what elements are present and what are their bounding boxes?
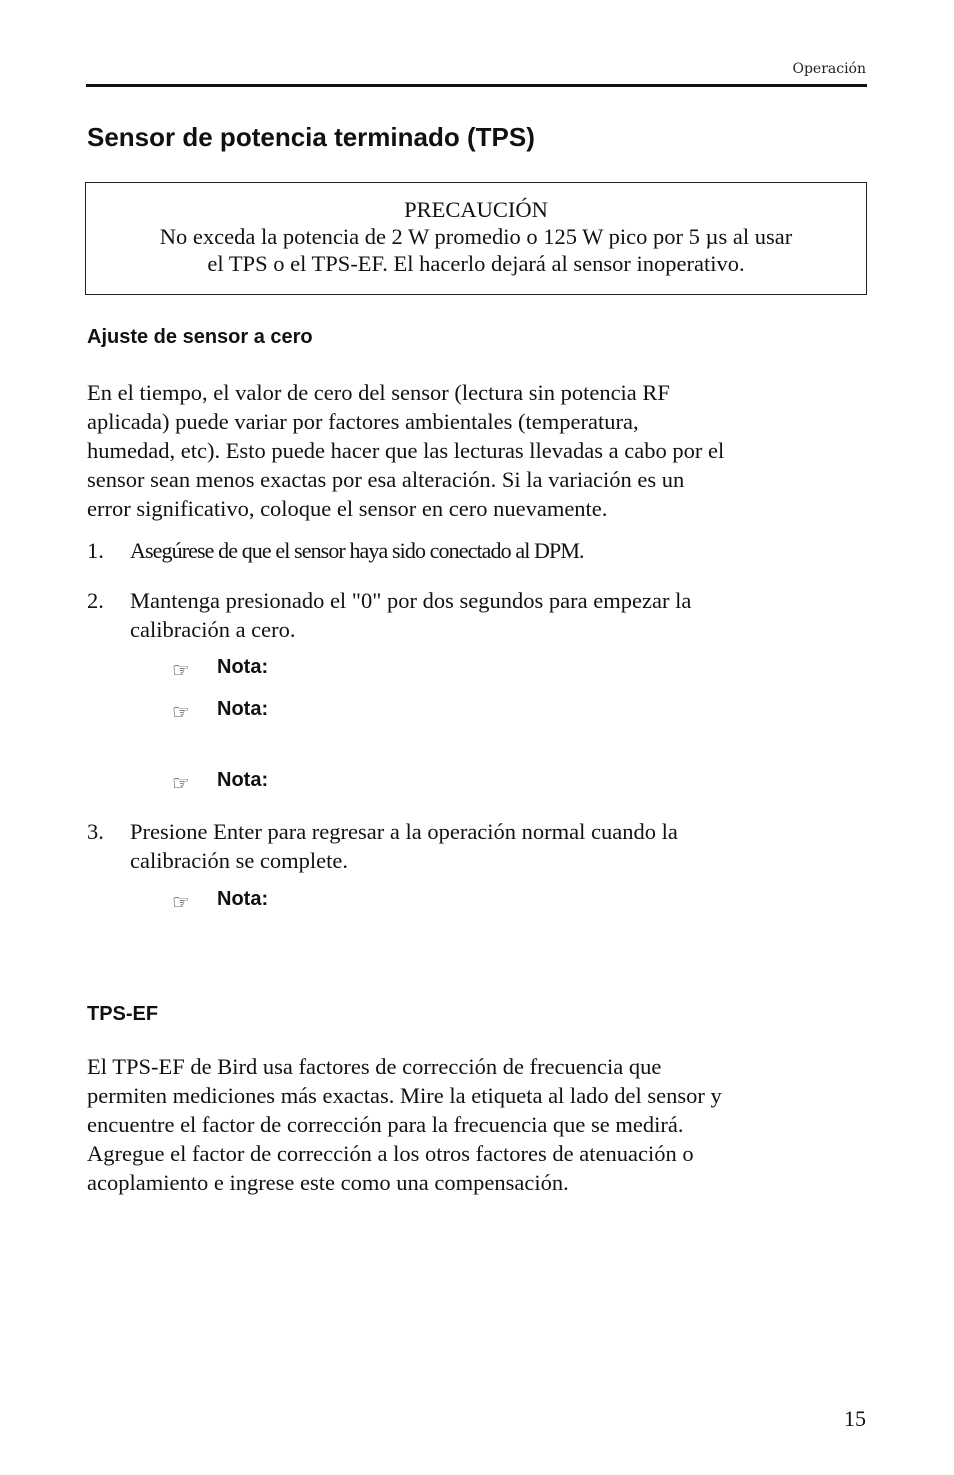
step-text bbox=[130, 586, 691, 644]
paragraph-line: encuentre el factor de corrección para la frecuencia que se medirá. bbox=[87, 1112, 684, 1137]
paragraph-line: sensor sean menos exactas por esa alteración. Si la variación es un bbox=[87, 467, 685, 492]
step-line: Asegúrese de que el sensor haya sido conectado al DPM. bbox=[130, 538, 584, 563]
section-title: Sensor de potencia terminado (TPS) bbox=[87, 122, 535, 152]
tpsef-paragraph bbox=[87, 1052, 877, 1197]
zero-paragraph bbox=[87, 378, 877, 523]
pointing-hand-icon: ☞ bbox=[172, 658, 190, 682]
step-text bbox=[130, 536, 584, 565]
step-line: calibración se complete. bbox=[130, 848, 349, 873]
caution-line: No exceda la potencia de 2 W promedio o 125 W pico por 5 µs al usar bbox=[159, 224, 793, 249]
caution-title: PRECAUCIÓN bbox=[404, 197, 548, 222]
note-label: Nota: bbox=[217, 698, 269, 720]
paragraph-line: aplicada) puede variar por factores ambientales (temperatura, bbox=[87, 409, 639, 434]
zero-heading: Ajuste de sensor a cero bbox=[87, 326, 313, 348]
step-number: 3. bbox=[87, 819, 104, 844]
step-number: 1. bbox=[87, 538, 104, 563]
paragraph-line: Agregue el factor de corrección a los otros factores de atenuación o bbox=[87, 1141, 694, 1166]
caution-line: el TPS o el TPS-EF. El hacerlo dejará al sensor inoperativo. bbox=[207, 251, 745, 276]
step-number: 2. bbox=[87, 588, 104, 613]
paragraph-line: En el tiempo, el valor de cero del sensor (lectura sin potencia RF bbox=[87, 380, 670, 405]
caution-box bbox=[85, 182, 867, 295]
note-label: Nota: bbox=[217, 769, 269, 791]
step-line: Mantenga presionado el "0" por dos segundos para empezar la bbox=[130, 588, 692, 613]
note-label: Nota: bbox=[217, 888, 269, 910]
pointing-hand-icon: ☞ bbox=[172, 890, 190, 914]
header-rule bbox=[86, 84, 867, 87]
note-label: Nota: bbox=[217, 656, 269, 678]
running-header: Operación bbox=[792, 61, 866, 77]
step-line: Presione Enter para regresar a la operación normal cuando la bbox=[130, 819, 678, 844]
paragraph-line: humedad, etc). Esto puede hacer que las lecturas llevadas a cabo por el bbox=[87, 438, 725, 463]
paragraph-line: El TPS-EF de Bird usa factores de corrección de frecuencia que bbox=[87, 1054, 662, 1079]
pointing-hand-icon: ☞ bbox=[172, 700, 190, 724]
tpsef-heading: TPS-EF bbox=[87, 1003, 159, 1025]
step-line: calibración a cero. bbox=[130, 617, 296, 642]
paragraph-line: permiten mediciones más exactas. Mire la etiqueta al lado del sensor y bbox=[87, 1083, 722, 1108]
page-number: 15 bbox=[844, 1406, 866, 1431]
pointing-hand-icon: ☞ bbox=[172, 771, 190, 795]
paragraph-line: acoplamiento e ingrese este como una compensación. bbox=[87, 1170, 569, 1195]
step-text bbox=[130, 817, 678, 875]
paragraph-line: error significativo, coloque el sensor en cero nuevamente. bbox=[87, 496, 608, 521]
